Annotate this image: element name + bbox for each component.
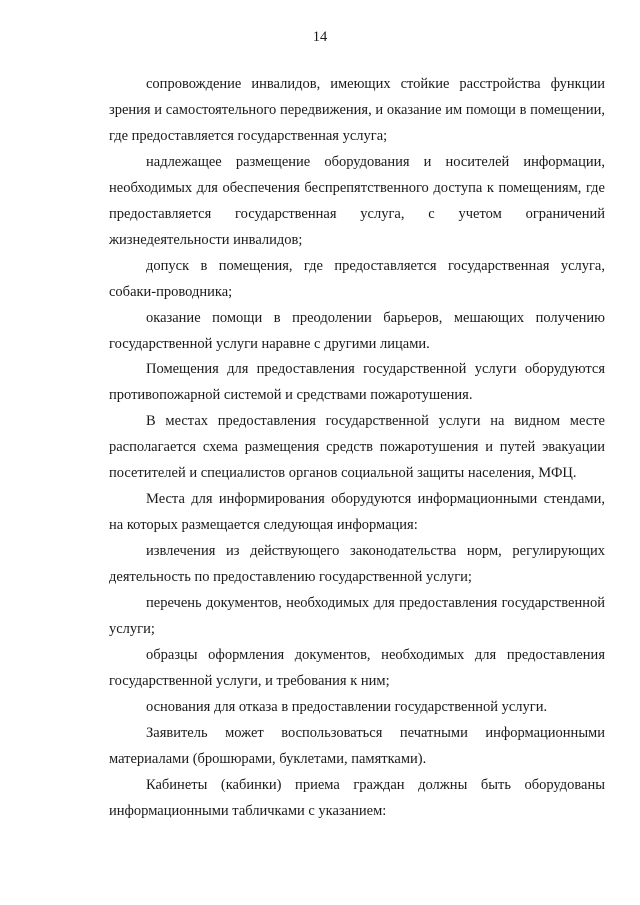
paragraph: Кабинеты (кабинки) приема граждан должны быть оборудованы информационными табличками с указанием:: [109, 776, 605, 819]
paragraph: основания для отказа в предоставлении государственной услуги.: [146, 698, 548, 715]
paragraph: Заявитель может воспользоваться печатными информационными материалами (брошюрами, буклетами, памятками).: [109, 724, 605, 767]
paragraph: образцы оформления документов, необходимых для предоставления государственной услуги, и требования к ним;: [109, 646, 605, 689]
paragraph: оказание помощи в преодолении барьеров, мешающих получению государственной услуги наравне с другими лицами.: [109, 309, 605, 352]
page-number: 14: [312, 29, 328, 45]
paragraph: перечень документов, необходимых для предоставления государственной услуги;: [109, 595, 605, 638]
paragraph: В местах предоставления государственной услуги на видном месте располагается схема размещения средств пожаротушения и путей эвакуации посетителей и специалистов органов социальной защиты населения, МФЦ.: [109, 413, 605, 482]
paragraph: надлежащее размещение оборудования и носителей информации, необходимых для обеспечения беспрепятственного доступа к помещениям, где предоставляется государственная услуга, с учетом ограничений жизнедеятельности инвалидов;: [109, 153, 605, 248]
paragraph: извлечения из действующего законодательства норм, регулирующих деятельность по предоставлению государственной услуги;: [109, 543, 605, 586]
paragraph: сопровождение инвалидов, имеющих стойкие расстройства функции зрения и самостоятельного передвижения, и оказание им помощи в помещении, где предоставляется государственная услуга;: [109, 76, 605, 144]
paragraph: допуск в помещения, где предоставляется государственная услуга, собаки-проводника;: [109, 257, 605, 300]
paragraph: Помещения для предоставления государственной услуги оборудуются противопожарной системой и средствами пожаротушения.: [109, 361, 605, 404]
document-body: [109, 72, 605, 825]
paragraph: Места для информирования оборудуются информационными стендами, на которых размещается следующая информация:: [109, 491, 605, 534]
